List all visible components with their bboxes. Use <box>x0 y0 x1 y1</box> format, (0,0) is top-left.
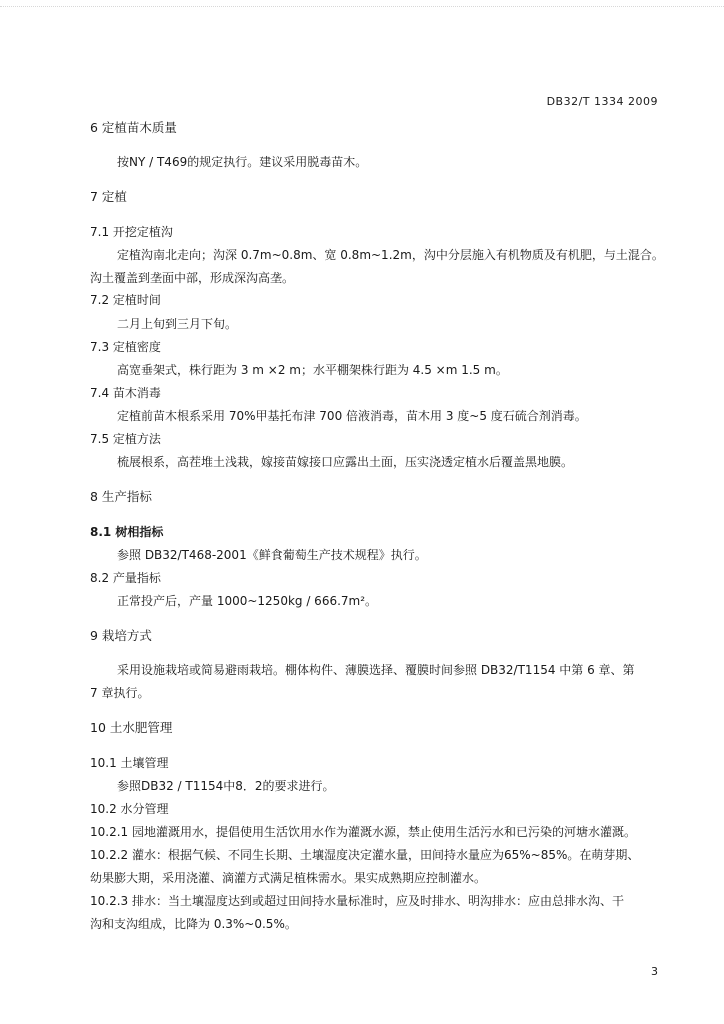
para-7-3: 高宽垂架式，株行距为 3 m ×2 m；水平棚架株行距为 4.5 ×m 1.5 m。 <box>117 363 508 377</box>
heading-10-1: 10.1 土壤管理 <box>90 756 169 770</box>
heading-9: 9 栽培方式 <box>90 628 152 643</box>
para-10-2-2-line2: 幼果膨大期，采用浇灌、滴灌方式满足植株需水。果实成熟期应控制灌水。 <box>90 871 487 885</box>
para-10-2-1: 10.2.1 园地灌溉用水，提倡使用生活饮用水作为灌溉水源，禁止使用生活污水和已污染的河塘水灌溉。 <box>90 825 636 839</box>
para-9-line1: 采用设施栽培或简易避雨栽培。棚体构件、薄膜选择、覆膜时间参照 DB32/T1154 中第 6 章、第 <box>117 663 635 677</box>
para-10-2-3-line1: 10.2.3 排水：当土壤湿度达到或超过田间持水量标准时，应及时排水、明沟排水：应由总排水沟、干 <box>90 894 624 908</box>
heading-7-5: 7.5 定植方法 <box>90 432 161 446</box>
standard-code: DB32/T 1334 2009 <box>546 95 658 108</box>
para-7-2: 二月上旬到三月下旬。 <box>117 317 238 331</box>
page-number: 3 <box>651 965 658 978</box>
heading-7: 7 定植 <box>90 189 127 204</box>
para-8-1: 参照 DB32/T468-2001《鲜食葡萄生产技术规程》执行。 <box>117 548 427 562</box>
para-10-2-2-line1: 10.2.2 灌水：根据气候、不同生长期、土壤湿度决定灌水量，田间持水量应为65%~85%。在萌芽期、 <box>90 848 640 862</box>
para-10-1: 参照DB32 / T1154中8．2的要求进行。 <box>117 779 335 793</box>
heading-7-3: 7.3 定植密度 <box>90 340 161 354</box>
para-8-2: 正常投产后，产量 1000~1250kg / 666.7m²。 <box>117 594 378 608</box>
heading-8: 8 生产指标 <box>90 489 152 504</box>
para-7-4: 定植前苗木根系采用 70%甲基托布津 700 倍液消毒，苗木用 3 度~5 度石硫合剂消毒。 <box>117 409 587 423</box>
para-10-2-3-line2: 沟和支沟组成，比降为 0.3%~0.5%。 <box>90 917 297 931</box>
para-7-1-line2: 沟土覆盖到垄面中部，形成深沟高垄。 <box>90 271 295 285</box>
para-7-5: 梳展根系，高茬堆土浅栽，嫁接苗嫁接口应露出土面，压实浇透定植水后覆盖黑地膜。 <box>117 455 574 469</box>
heading-8-2: 8.2 产量指标 <box>90 571 161 585</box>
heading-7-2: 7.2 定植时间 <box>90 293 161 307</box>
para-7-1-line1: 定植沟南北走向；沟深 0.7m~0.8m、宽 0.8m~1.2m，沟中分层施入有机物质及有机肥，与土混合。 <box>117 248 664 262</box>
heading-7-1: 7.1 开挖定植沟 <box>90 225 173 239</box>
heading-10: 10 土水肥管理 <box>90 720 173 735</box>
heading-6: 6 定植苗木质量 <box>90 120 177 135</box>
para-6: 按NY / T469的规定执行。建议采用脱毒苗木。 <box>117 155 368 169</box>
heading-8-1: 8.1 树相指标 <box>90 525 164 539</box>
heading-10-2: 10.2 水分管理 <box>90 802 169 816</box>
heading-7-4: 7.4 苗木消毒 <box>90 386 161 400</box>
para-9-line2: 7 章执行。 <box>90 686 150 700</box>
